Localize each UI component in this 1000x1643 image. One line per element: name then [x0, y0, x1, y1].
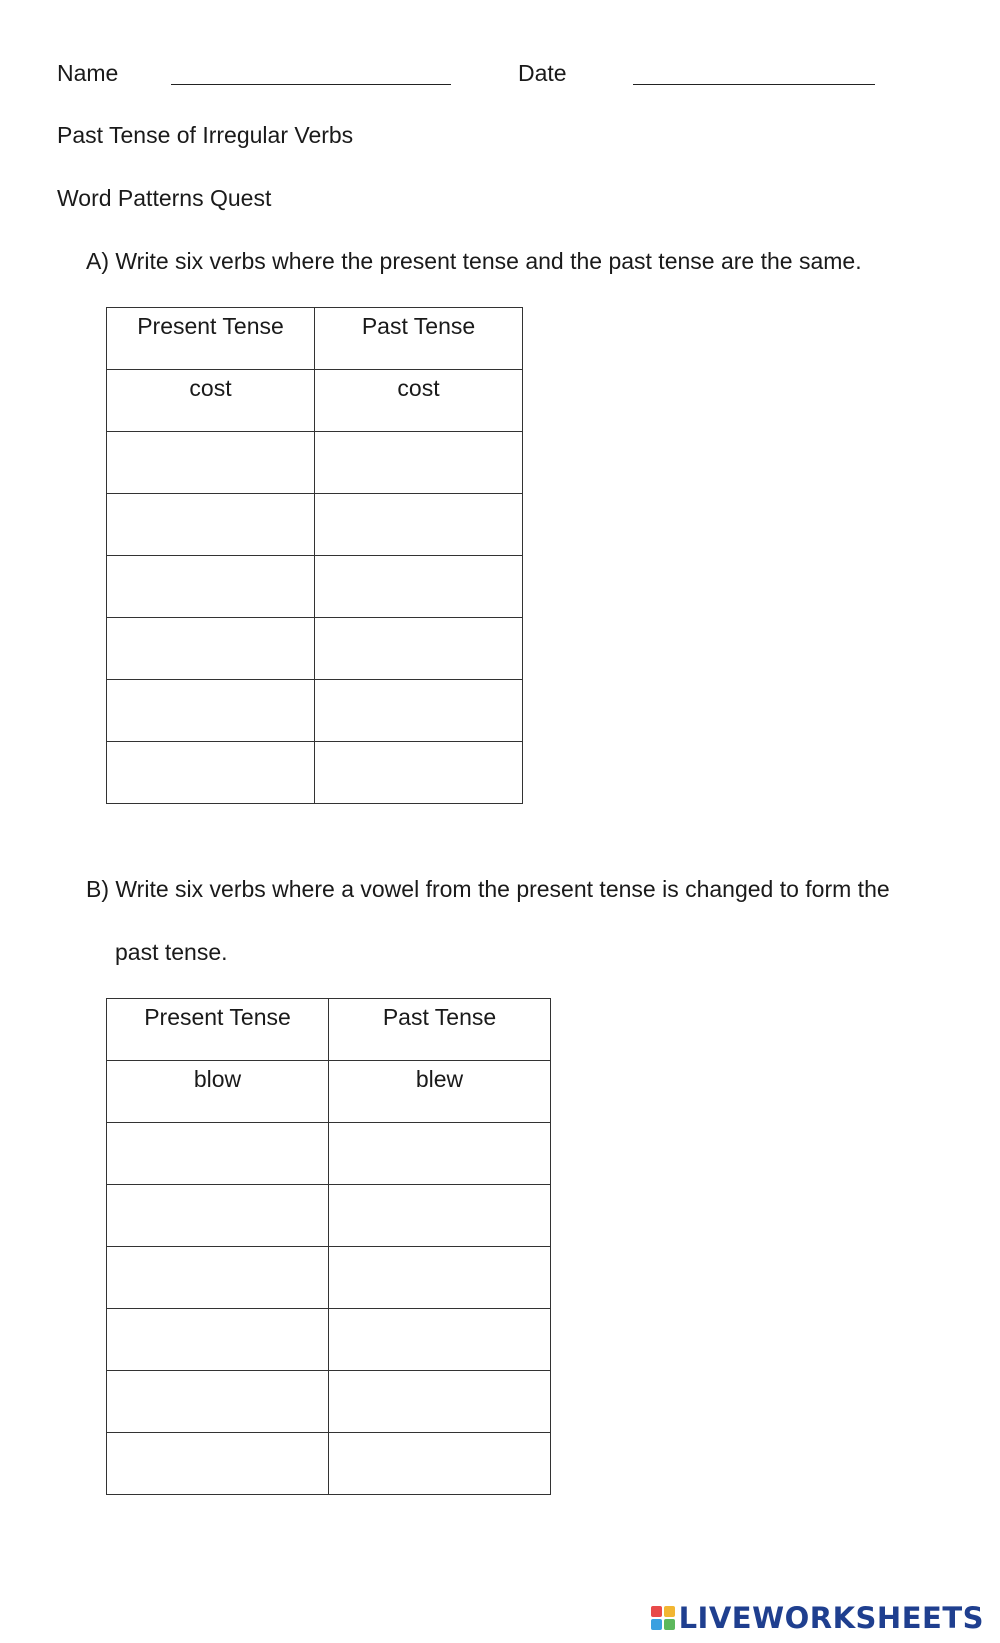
past-tense-cell: [329, 1433, 551, 1495]
table-header-row: [107, 308, 523, 370]
table-row: [107, 1371, 551, 1433]
present-tense-cell: [107, 1309, 329, 1371]
past-tense-cell: [315, 432, 523, 494]
example-row: [107, 370, 523, 432]
name-input[interactable]: [175, 56, 447, 84]
present-tense-input[interactable]: [107, 1313, 328, 1369]
example-past: blew: [329, 1061, 551, 1123]
column-header-past: Past Tense: [329, 999, 551, 1061]
present-tense-cell: [107, 1433, 329, 1495]
present-tense-cell: [107, 618, 315, 680]
past-tense-cell: [315, 556, 523, 618]
present-tense-cell: [107, 494, 315, 556]
present-tense-cell: [107, 1123, 329, 1185]
date-label: Date: [518, 60, 567, 86]
past-tense-cell: [329, 1309, 551, 1371]
table-row: [107, 1309, 551, 1371]
table-row: [107, 618, 523, 680]
table-header-row: [107, 999, 551, 1061]
column-header-present: Present Tense: [107, 999, 329, 1061]
table-row: [107, 680, 523, 742]
table-row: [107, 494, 523, 556]
present-tense-input[interactable]: [107, 684, 314, 740]
table-row: [107, 1433, 551, 1495]
present-tense-input[interactable]: [107, 436, 314, 492]
column-header-past: Past Tense: [315, 308, 523, 370]
table-row: [107, 742, 523, 804]
past-tense-input[interactable]: [329, 1375, 550, 1431]
table-row: [107, 1247, 551, 1309]
logo-square: [651, 1619, 662, 1630]
present-tense-input[interactable]: [107, 746, 314, 802]
worksheet-title: Past Tense of Irregular Verbs: [57, 122, 354, 148]
example-present: cost: [107, 370, 315, 432]
present-tense-cell: [107, 680, 315, 742]
present-tense-cell: [107, 1371, 329, 1433]
present-tense-cell: [107, 556, 315, 618]
column-header-present: Present Tense: [107, 308, 315, 370]
example-row: [107, 1061, 551, 1123]
present-tense-input[interactable]: [107, 1437, 328, 1493]
present-tense-cell: [107, 432, 315, 494]
past-tense-input[interactable]: [315, 746, 522, 802]
name-label: Name: [57, 60, 119, 86]
name-blank-line: [171, 84, 451, 85]
present-tense-input[interactable]: [107, 1375, 328, 1431]
present-tense-input[interactable]: [107, 1189, 328, 1245]
past-tense-cell: [329, 1371, 551, 1433]
present-tense-input[interactable]: [107, 1251, 328, 1307]
present-tense-cell: [107, 1247, 329, 1309]
past-tense-input[interactable]: [329, 1251, 550, 1307]
logo-square: [664, 1619, 675, 1630]
logo-square: [664, 1606, 675, 1617]
section-a-table: [106, 307, 523, 804]
past-tense-cell: [315, 680, 523, 742]
present-tense-input[interactable]: [107, 622, 314, 678]
date-input[interactable]: [637, 56, 871, 84]
past-tense-input[interactable]: [329, 1127, 550, 1183]
past-tense-cell: [329, 1185, 551, 1247]
example-past: cost: [315, 370, 523, 432]
past-tense-input[interactable]: [315, 684, 522, 740]
section-b-instruction-line1: B) Write six verbs where a vowel from the present tense is changed to form the: [86, 876, 890, 902]
table-row: [107, 1123, 551, 1185]
past-tense-input[interactable]: [315, 622, 522, 678]
section-b-instruction-line2: past tense.: [115, 939, 228, 965]
worksheet-subtitle: Word Patterns Quest: [57, 185, 272, 211]
past-tense-input[interactable]: [315, 436, 522, 492]
present-tense-cell: [107, 742, 315, 804]
past-tense-input[interactable]: [315, 498, 522, 554]
logo-square: [651, 1606, 662, 1617]
date-blank-line: [633, 84, 875, 85]
past-tense-cell: [329, 1247, 551, 1309]
table-row: [107, 556, 523, 618]
liveworksheets-logo: [651, 1601, 984, 1635]
past-tense-input[interactable]: [329, 1437, 550, 1493]
table-row: [107, 432, 523, 494]
table-row: [107, 1185, 551, 1247]
past-tense-cell: [315, 742, 523, 804]
past-tense-input[interactable]: [329, 1313, 550, 1369]
present-tense-input[interactable]: [107, 498, 314, 554]
example-present: blow: [107, 1061, 329, 1123]
section-b-table: [106, 998, 551, 1495]
past-tense-cell: [315, 494, 523, 556]
liveworksheets-logo-icon: [651, 1606, 675, 1630]
present-tense-input[interactable]: [107, 560, 314, 616]
logo-text: LIVEWORKSHEETS: [678, 1601, 984, 1635]
past-tense-cell: [329, 1123, 551, 1185]
past-tense-cell: [315, 618, 523, 680]
past-tense-input[interactable]: [329, 1189, 550, 1245]
section-a-instruction: A) Write six verbs where the present tense and the past tense are the same.: [86, 248, 862, 274]
past-tense-input[interactable]: [315, 560, 522, 616]
present-tense-input[interactable]: [107, 1127, 328, 1183]
present-tense-cell: [107, 1185, 329, 1247]
